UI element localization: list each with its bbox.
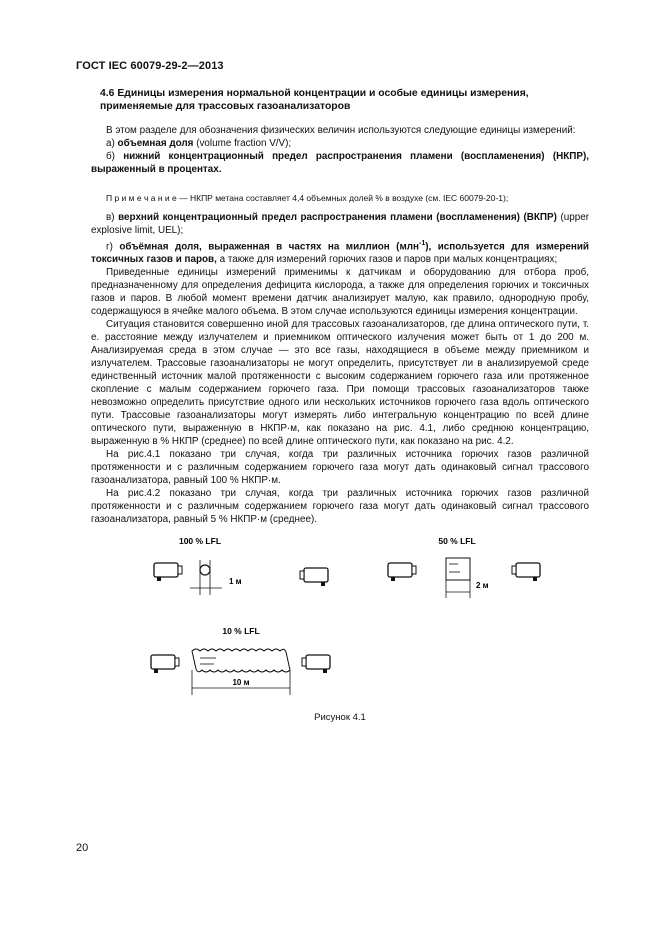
paragraph-3: На рис.4.1 показано три случая, когда три различных источника горючих газов различной протяженности и с различным содержанием горючего газа могут дать одинаковый сигнал трассового газоанализатора, равный 100 % НКПР·м.	[91, 449, 589, 487]
item-a-prefix: а)	[106, 138, 115, 149]
standard-header: ГОСТ IEC 60079-29-2—2013	[76, 60, 224, 72]
section-number: 4.6	[100, 88, 115, 99]
item-d-term-1: объёмная доля, выраженная в частях на миллион (млн	[119, 241, 420, 253]
gas-cloud-2	[446, 558, 470, 580]
dist-10m: 10 м	[232, 678, 250, 687]
gas-cloud-1	[200, 565, 210, 575]
intro-text: В этом разделе для обозначения физических величин используются следующие единицы измерений:	[106, 125, 576, 136]
item-d-rest: а также для измерений горючих газов и паров при малых концентрациях;	[219, 254, 558, 266]
item-a	[91, 137, 589, 150]
item-b-term: нижний концентрационный предел распространения пламени (воспламенения) (НКПР), выраженный в процентах.	[91, 151, 589, 175]
item-d	[91, 237, 589, 266]
receiver-icon-2	[512, 563, 540, 581]
item-c-rest: (upper explosive limit, UEL);	[91, 212, 589, 236]
receiver-icon-3	[302, 655, 330, 673]
item-b-prefix: б)	[106, 151, 115, 162]
paragraph-2: Ситуация становится совершенно иной для трассовых газоанализаторов, где длина оптического пути, т. е. расстояние между излучателем и приемником оптического излучения может быть от 1 до 200 м. Анализируемая среда в этом случае — это все газы, находящиеся в объеме между приемником и излучателем. Трассовые газоанализаторы не могут определить, присутствует ли в анализируемой среде единственный источник малой протяженности с высоким содержанием горючего газа или протяженное скопление с малым содержанием горючего газа. При помощи трассовых газоанализаторов также невозможно определить присутствие одного или нескольких источников горючего газа вдоль оптического пути. Трассовые газоанализаторы могут измерять либо интегральную концентрацию по всей длине оптического пути, выраженную в НКПР·м, как показано на рис. 4.1, либо среднюю концентрацию, выраженную в % НКПР (среднее) по всей длине оптического пути, как показано на рис. 4.2.	[91, 319, 589, 448]
intro-block	[91, 124, 589, 176]
section-title: Единицы измерения нормальной концентрации и особые единицы измерения, применяемые для трассовых газоанализаторов	[100, 88, 529, 112]
figure-4-1	[0, 530, 661, 710]
paragraph-4: На рис.4.2 показано три случая, когда три различных источника горючих газов различной протяженности и с различным содержанием горючего газа могут дать одинаковый сигнал трассового газоанализатора, равный 5 % НКПР·м (среднее).	[91, 488, 589, 526]
paragraph-1: Приведенные единицы измерений применимы к датчикам и оборудованию для отбора проб, предназначенному для определения дефицита кислорода, а также для определения горючих и токсичных газов и паров. В любой момент времени датчик анализирует малую, как правило, однородную пробу, содержащуюся в ячейке малого объема. В этом случае используются единицы измерения концентрации.	[91, 267, 589, 318]
item-a-term: объемная доля	[117, 138, 194, 149]
receiver-icon-1	[300, 568, 328, 586]
note-label: П р и м е ч а н и е	[106, 193, 177, 203]
label-50-lfl: 50 % LFL	[438, 536, 476, 546]
transmitter-icon-1	[154, 563, 182, 581]
item-c	[91, 211, 589, 237]
note	[106, 193, 596, 204]
item-a-rest: (volume fraction V/V);	[196, 138, 292, 149]
item-d-sup: -1	[419, 240, 426, 247]
item-d-term-2: ), используется для измерений токсичных газов и паров,	[91, 241, 589, 266]
label-100-lfl: 100 % LFL	[178, 536, 222, 546]
item-d-prefix: г)	[106, 241, 113, 253]
dist-1m: 1 м	[229, 577, 242, 586]
page-number: 20	[76, 842, 89, 854]
item-b	[91, 150, 589, 176]
item-c-prefix: в)	[106, 212, 115, 223]
items-block-2	[91, 211, 589, 526]
gas-cloud-3	[192, 649, 290, 672]
transmitter-icon-2	[388, 563, 416, 581]
section-heading	[100, 87, 585, 113]
label-10-lfl: 10 % LFL	[222, 626, 260, 636]
transmitter-icon-3	[151, 655, 179, 673]
dist-2m: 2 м	[476, 581, 489, 590]
figure-caption: Рисунок 4.1	[314, 712, 366, 723]
item-c-term: верхний концентрационный предел распространения пламени (воспламенения) (ВКПР)	[118, 212, 557, 223]
note-text: — НКПР метана составляет 4,4 объемных долей % в воздухе (см. IEC 60079-20-1);	[179, 193, 509, 203]
